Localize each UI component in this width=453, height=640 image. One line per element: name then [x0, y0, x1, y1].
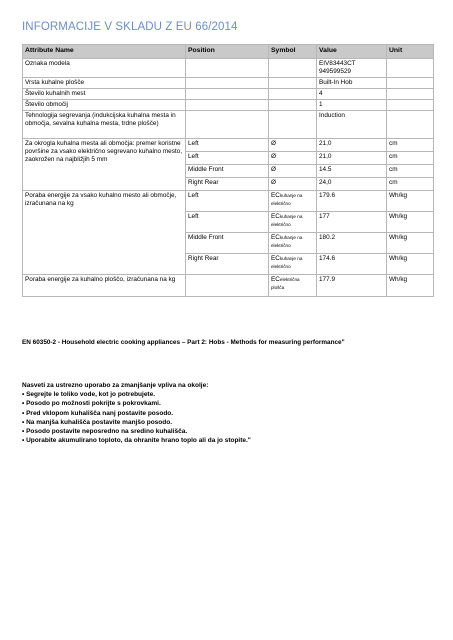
- note-item: • Posodo po možnosti pokrijte s pokrovkami.: [22, 400, 161, 408]
- energy-position: Right Rear: [186, 254, 269, 275]
- areas-value: 1: [317, 100, 387, 111]
- zone-size-label: Za okrogla kuhalna mesta ali območja: premer koristne površine za vsako električno segrevano kuhalno mesto, zaokrožen na najbližjih 5 mm: [23, 139, 186, 191]
- hob-type-value: Built-In Hob: [317, 78, 387, 89]
- table-row: [23, 191, 434, 212]
- page-title: INFORMACIJE V SKLADU Z EU 66/2014: [22, 21, 238, 33]
- size-unit: cm: [387, 178, 434, 191]
- hob-energy-unit: Wh/kg: [387, 275, 434, 297]
- size-position: Left: [186, 152, 269, 165]
- product-info-table: [22, 44, 434, 297]
- table-row: [23, 100, 434, 111]
- table-row: [23, 59, 434, 78]
- note-item: • Uporabite akumulirano toploto, da ohranite hrano toplo ali da jo stopite.": [22, 437, 251, 445]
- energy-symbol: ECkuhanje na električno: [269, 254, 317, 275]
- size-value: 14.5: [317, 165, 387, 178]
- table-row: [23, 139, 434, 152]
- size-symbol: Ø: [269, 178, 317, 191]
- energy-position: Left: [186, 212, 269, 233]
- size-position: Left: [186, 139, 269, 152]
- size-symbol: Ø: [269, 152, 317, 165]
- energy-value: 180.2: [317, 233, 387, 254]
- technology-label: Tehnologija segrevanja (indukcijska kuhalna mesta in območja, sevalna kuhalna mesta, trdne plošče): [23, 111, 186, 139]
- energy-position: Middle Front: [186, 233, 269, 254]
- size-position: Right Rear: [186, 178, 269, 191]
- header-unit: Unit: [387, 45, 434, 59]
- model-value-line-1: EIV83443CT: [319, 60, 356, 67]
- size-value: 21,0: [317, 139, 387, 152]
- energy-value: 174.6: [317, 254, 387, 275]
- energy-value: 179.6: [317, 191, 387, 212]
- size-value: 21,0: [317, 152, 387, 165]
- size-unit: cm: [387, 152, 434, 165]
- energy-unit: Wh/kg: [387, 212, 434, 233]
- header-value: Value: [317, 45, 387, 59]
- energy-symbol: ECkuhanje na električno: [269, 212, 317, 233]
- areas-label: Število območij: [23, 100, 186, 111]
- zones-label: Število kuhalnih mest: [23, 89, 186, 100]
- size-symbol: Ø: [269, 165, 317, 178]
- model-value-line-2: 949599529: [319, 68, 351, 75]
- table-row: [23, 111, 434, 139]
- energy-symbol: ECkuhanje na električno: [269, 191, 317, 212]
- table-row: [23, 78, 434, 89]
- size-unit: cm: [387, 165, 434, 178]
- hob-energy-symbol: ECelektrična plošča: [269, 275, 317, 297]
- size-value: 24,0: [317, 178, 387, 191]
- energy-symbol: ECkuhanje na električno: [269, 233, 317, 254]
- table-row: [23, 89, 434, 100]
- energy-unit: Wh/kg: [387, 191, 434, 212]
- table-row: [23, 275, 434, 297]
- energy-unit: Wh/kg: [387, 233, 434, 254]
- usage-notes: [22, 381, 251, 446]
- zone-energy-label: Poraba energije za vsako kuhalno mesto ali območje, izračunana na kg: [23, 191, 186, 275]
- model-value: [317, 59, 387, 78]
- table-header-row: [23, 45, 434, 59]
- size-unit: cm: [387, 139, 434, 152]
- hob-type-label: Vrsta kuhalne plošče: [23, 78, 186, 89]
- note-item: • Na manjša kuhališča postavite manjšo posodo.: [22, 418, 173, 426]
- energy-unit: Wh/kg: [387, 254, 434, 275]
- size-symbol: Ø: [269, 139, 317, 152]
- header-attribute: Attribute Name: [23, 45, 186, 59]
- note-item: • Pred vklopom kuhališča nanj postavite posodo.: [22, 409, 174, 417]
- technology-value: Induction: [317, 111, 387, 139]
- hob-energy-label: Poraba energije za kuhalno ploščo, izračunana na kg: [23, 275, 186, 297]
- standard-footnote: EN 60350-2 - Household electric cooking appliances – Part 2: Hobs - Methods for measuring performance": [22, 339, 345, 346]
- note-item: • Segrejte le toliko vode, kot jo potrebujete.: [22, 391, 156, 399]
- note-item: • Posodo postavite neposredno na sredino kuhališča.: [22, 428, 188, 436]
- header-symbol: Symbol: [269, 45, 317, 59]
- notes-heading: Nasveti za ustrezno uporabo za zmanjšanje vpliva na okolje:: [22, 382, 209, 389]
- header-position: Position: [186, 45, 269, 59]
- size-position: Middle Front: [186, 165, 269, 178]
- zones-value: 4: [317, 89, 387, 100]
- model-label: Oznaka modela: [23, 59, 186, 78]
- energy-value: 177: [317, 212, 387, 233]
- hob-energy-value: 177.9: [317, 275, 387, 297]
- energy-position: Left: [186, 191, 269, 212]
